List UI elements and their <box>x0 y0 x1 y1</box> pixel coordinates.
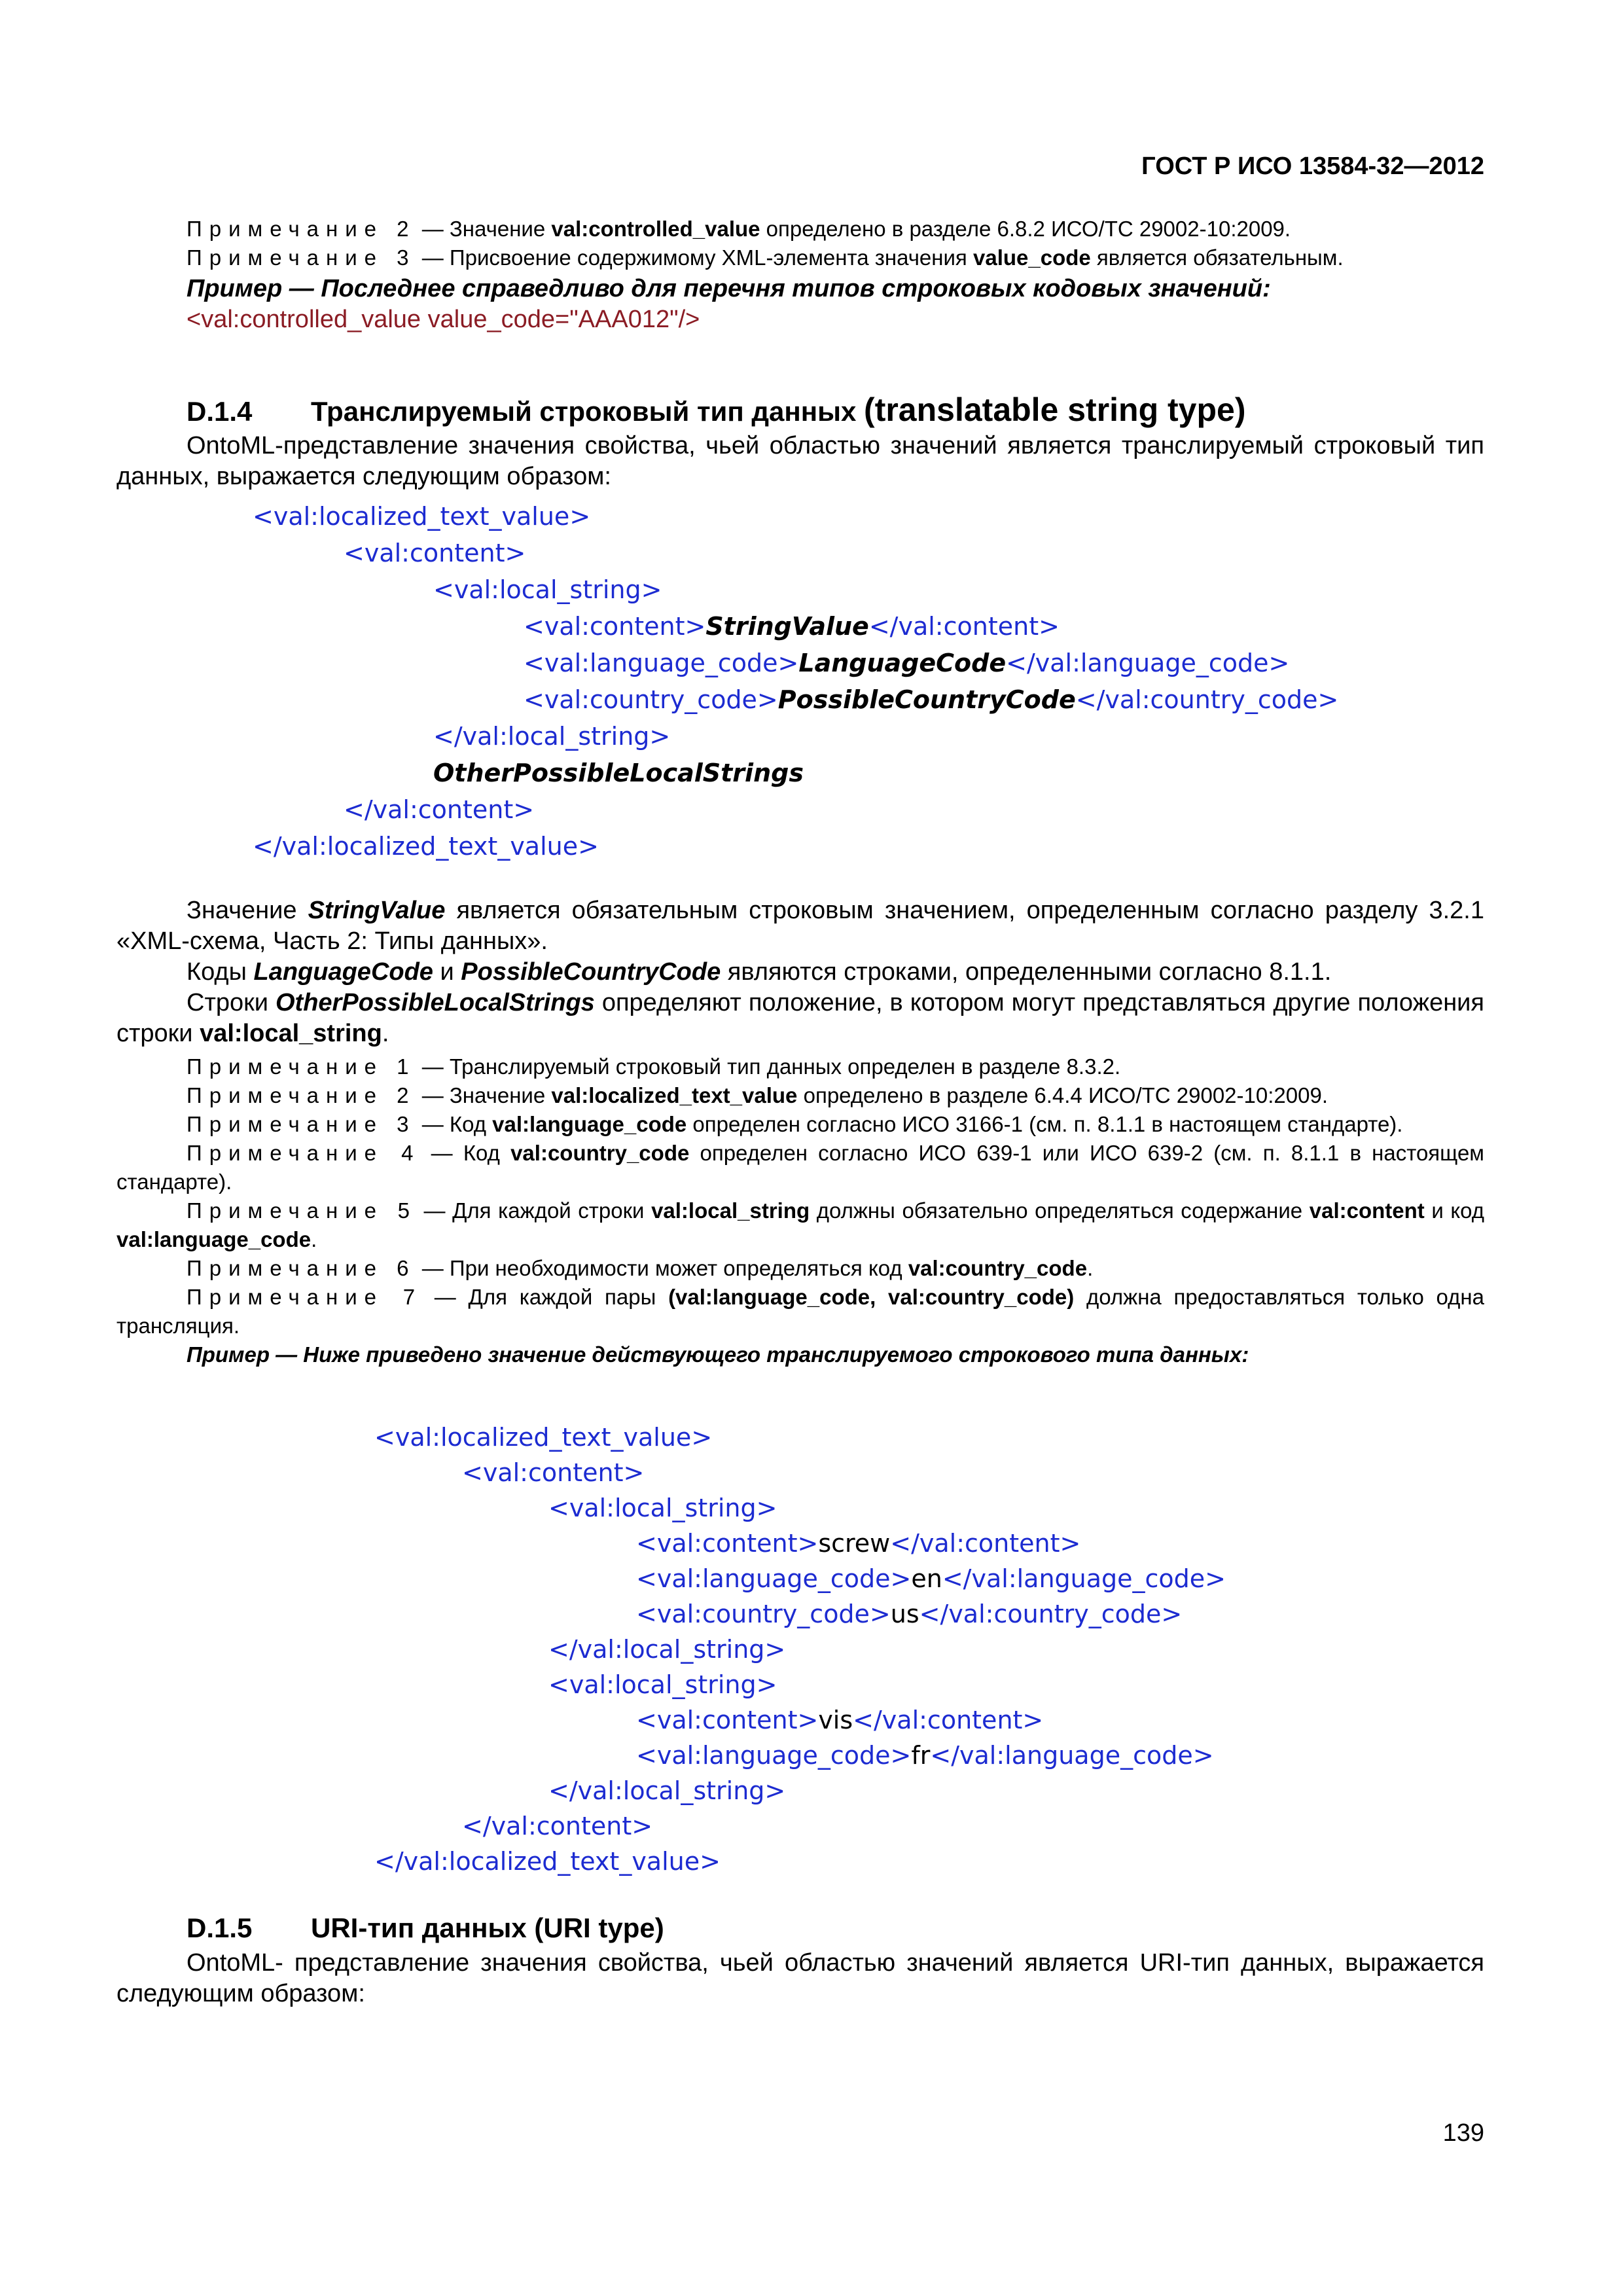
paragraph: Строки OtherPossibleLocalStrings определяют положение, в котором могут представляться другие положения строки val:local_string. <box>116 989 1484 1047</box>
notes-list <box>116 1052 1484 1369</box>
note-4: Примечание 4 — Код val:country_code определен согласно ИСО 639-1 или ИСО 639-2 (см. п. 8.1.1 в настоящем стандарте). <box>116 1141 1484 1194</box>
paragraph: Значение StringValue является обязательным строковым значением, определенным согласно разделу 3.2.1 «XML-схема, Часть 2: Типы данных». <box>116 897 1484 955</box>
code-line: <val:content>screw</val:content> <box>636 1529 1081 1558</box>
note-3: Примечание 3 — Код val:language_code определен согласно ИСО 3166-1 (см. п. 8.1.1 в настоящем стандарте). <box>187 1112 1403 1136</box>
example-1-code: <val:controlled_value value_code="AAA012"/> <box>187 306 700 333</box>
code-line: <val:local_string> <box>433 575 662 604</box>
section-title-en: (translatable string type) <box>864 391 1246 428</box>
example-2-title: Пример — Ниже приведено значение действующего транслируемого строкового типа данных: <box>187 1342 1249 1367</box>
code-line: <val:local_string> <box>548 1494 777 1522</box>
code-line: </val:local_string> <box>433 722 671 751</box>
section-number: D.1.4 <box>187 396 253 427</box>
section-d15-intro: OntoML- представление значения свойства, чьей областью значений является URI-тип данных, выражается следующим образом: <box>116 1949 1484 2007</box>
code-line: </val:content> <box>344 795 535 824</box>
note-6: Примечание 6 — При необходимости может определяться код val:country_code. <box>187 1256 1094 1280</box>
section-d14-intro: OntoML-представление значения свойства, чьей областью значений является транслируемый строковый тип данных, выражается следующим образом: <box>116 432 1484 490</box>
section-title: Транслируемый строковый тип данных <box>311 396 865 427</box>
code-line: <val:content> <box>462 1458 645 1487</box>
code-line: <val:content>StringValue</val:content> <box>524 612 1060 641</box>
code-line: </val:local_string> <box>548 1776 786 1805</box>
code-line: <val:country_code>us</val:country_code> <box>636 1600 1183 1628</box>
code-line: <val:language_code>LanguageCode</val:language_code> <box>524 649 1290 677</box>
section-d14-heading <box>187 393 1554 429</box>
code-line: OtherPossibleLocalStrings <box>433 759 804 787</box>
paragraph: Коды LanguageCode и PossibleCountryCode являются строками, определенными согласно 8.1.1. <box>187 958 1332 986</box>
code-line: <val:localized_text_value> <box>253 502 591 531</box>
note-5: Примечание 5 — Для каждой строки val:local_string должны обязательно определяться содержание val:content и код val:language_code. <box>116 1198 1485 1251</box>
note-2-top: Примечание 2 — Значение val:controlled_value определено в разделе 6.8.2 ИСО/ТС 29002-10:2009. <box>187 217 1291 241</box>
standard-header: ГОСТ Р ИСО 13584-32—2012 <box>1141 152 1484 180</box>
code-line: </val:local_string> <box>548 1635 786 1664</box>
note-1: Примечание 1 — Транслируемый строковый тип данных определен в разделе 8.3.2. <box>187 1054 1121 1079</box>
section-number: D.1.5 <box>187 1912 253 1943</box>
code-line: <val:localized_text_value> <box>374 1423 713 1452</box>
page-number: 139 <box>1442 2119 1484 2147</box>
code-line: </val:localized_text_value> <box>253 832 599 861</box>
code-line: <val:language_code>fr</val:language_code> <box>636 1741 1214 1770</box>
example-1-title: Пример — Последнее справедливо для перечня типов строковых кодовых значений: <box>187 275 1271 302</box>
body-paragraphs <box>116 895 1484 1049</box>
code-line: <val:content> <box>344 539 526 567</box>
note-3-top: Примечание 3 — Присвоение содержимому XML-элемента значения value_code является обязательным. <box>187 245 1344 270</box>
code-line: <val:local_string> <box>548 1670 777 1699</box>
code-line: <val:language_code>en</val:language_code> <box>636 1564 1226 1593</box>
code-line: </val:content> <box>462 1812 653 1840</box>
section-title: URI-тип данных (URI type) <box>311 1912 664 1943</box>
note-7: Примечание 7 — Для каждой пары (val:language_code, val:country_code) должна предоставляться только одна трансляция. <box>116 1285 1485 1338</box>
code-line: <val:content>vis</val:content> <box>636 1706 1044 1734</box>
section-d15-heading <box>187 1911 1554 1945</box>
code-line: <val:country_code>PossibleCountryCode</val:country_code> <box>524 685 1339 714</box>
note-2: Примечание 2 — Значение val:localized_text_value определено в разделе 6.4.4 ИСО/ТС 29002-10:2009. <box>187 1083 1328 1107</box>
notes-top <box>116 215 1484 335</box>
code-line: </val:localized_text_value> <box>374 1847 721 1876</box>
